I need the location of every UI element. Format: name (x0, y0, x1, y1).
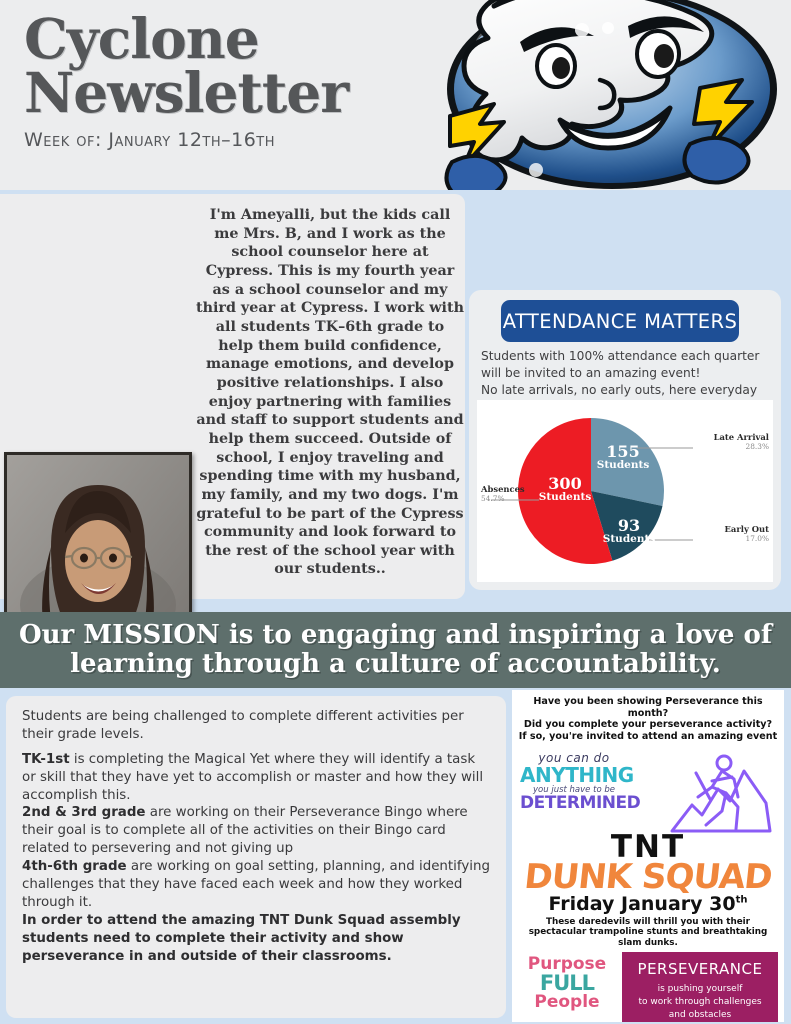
activity-item-1 (22, 804, 492, 858)
poster-date-sup: th (735, 894, 748, 906)
sticker-line-1: you can do (538, 750, 610, 765)
attendance-card (469, 290, 781, 590)
counselor-bio-card (0, 194, 465, 599)
activity-text-2: are working on goal setting, planning, and identifying challenges that they have faced each week and how they worked through it. (22, 859, 491, 910)
counselor-bio-text: I'm Ameyalli, but the kids call me Mrs. B, and I work as the school counselor here at Cypress. This is my fourth year as a school counselor and my third year at Cypress. I work with all students TK–6th grade to help them build confidence, manage emotions, and develop positive relationships. I also enjoy partnering with families and staff to support students and help them succeed. Outside of school, I enjoy traveling and spending time with my husband, my family, and my two dogs. I'm grateful to be part of the Cypress community and look forward to the rest of the school year with our students.. (196, 207, 464, 578)
hiker-icon (666, 747, 776, 837)
perseverance-card-body (622, 983, 778, 1022)
cyclone-mascot-icon (432, 0, 791, 190)
perseverance-card-title: PERSEVERANCE (637, 960, 763, 979)
poster-date-text: Friday January 30 (548, 892, 736, 915)
activity-grade-2: 4th-6th grade (22, 859, 127, 875)
activity-grade-0: TK-1st (22, 751, 70, 767)
slice-value-late-arrival: 155 Students (596, 442, 650, 471)
poster-headline-line1: Have you been showing Perseverance this month? (533, 696, 763, 719)
purpose-line-2: FULL (539, 971, 595, 996)
activity-text-0: is completing the Magical Yet where they will identify a task or skill that they have yet to accomplish or master and how they will accomplish this. (22, 751, 484, 803)
activities-closing: In order to attend the amazing TNT Dunk Squad assembly students need to complete their activity and show perseverance in and outside of their classrooms. (22, 912, 461, 964)
activity-item-2 (22, 858, 492, 912)
poster-headline (518, 696, 778, 743)
attendance-subtext-line1: Students with 100% attendance each quarter will be invited to an amazing event! (481, 349, 760, 380)
poster-description: These daredevils will thrill you with their spectacular trampoline stunts and breathtaking slam dunks. (528, 916, 768, 948)
activity-item-0 (22, 751, 492, 805)
pie-label-absences: Absences 54.7% (481, 484, 525, 503)
sticker-line-4: DETERMINED (520, 792, 641, 813)
attendance-subtext (481, 348, 773, 398)
attendance-badge: ATTENDANCE MATTERS (501, 300, 739, 342)
perseverance-definition-card (622, 952, 778, 1022)
attendance-pie-chart (477, 400, 773, 582)
mission-banner (0, 612, 791, 688)
slice-value-early-out: 93 Students (602, 516, 656, 545)
attendance-subtext-line2: No late arrivals, no early outs, here everyday (481, 382, 758, 397)
sticker-line-2: ANYTHING (520, 762, 634, 787)
bottom-section (0, 688, 791, 1024)
purpose-line-3: People (534, 992, 600, 1013)
perseverance-card-line3: and obstacles (668, 1010, 732, 1021)
poster-headline-line2: Did you complete your perseverance activity? (523, 719, 773, 731)
title-line-2: Newsletter (24, 59, 349, 125)
pie-label-early-out: Early Out 17.0% (724, 524, 769, 543)
poster-sticker-row (512, 747, 784, 839)
perseverance-card-line1: is pushing yourself (657, 984, 743, 995)
poster-headline-line3: If so, you're invited to attend an amazing event (518, 731, 778, 743)
slice-value-absences: 300 Students (538, 474, 592, 503)
activities-card (6, 696, 506, 1018)
purpose-line-1: Purpose (527, 954, 607, 975)
perseverance-card-line2: to work through challenges (638, 997, 762, 1008)
page-header (0, 0, 791, 190)
activity-grade-1: 2nd & 3rd grade (22, 805, 146, 821)
determined-sticker (520, 750, 641, 813)
page-title (24, 6, 454, 151)
week-of-label: Week of: January 12th–16th (24, 128, 276, 151)
activities-intro: Students are being challenged to complete different activities per their grade levels. (22, 709, 464, 742)
pie-label-late-arrival: Late Arrival 28.3% (713, 432, 769, 451)
poster-dunk-squad-title: DUNK SQUAD (522, 857, 774, 898)
mission-text: Our MISSION is to engaging and inspiring a love of learning through a culture of accountability. (19, 619, 772, 679)
poster-bottom-row (512, 952, 784, 1022)
title-line-1: Cyclone (24, 6, 259, 71)
middle-section (0, 190, 791, 605)
sticker-line-3: you just have to be (533, 784, 615, 795)
purpose-full-people-sticker (518, 956, 616, 1011)
poster-tnt-title: TNT (610, 828, 686, 865)
tnt-dunk-squad-poster (512, 690, 784, 1022)
activity-text-1: are working on their Perseverance Bingo where their goal is to complete all of the activities on their Bingo card related to persevering and not giving up (22, 805, 468, 857)
